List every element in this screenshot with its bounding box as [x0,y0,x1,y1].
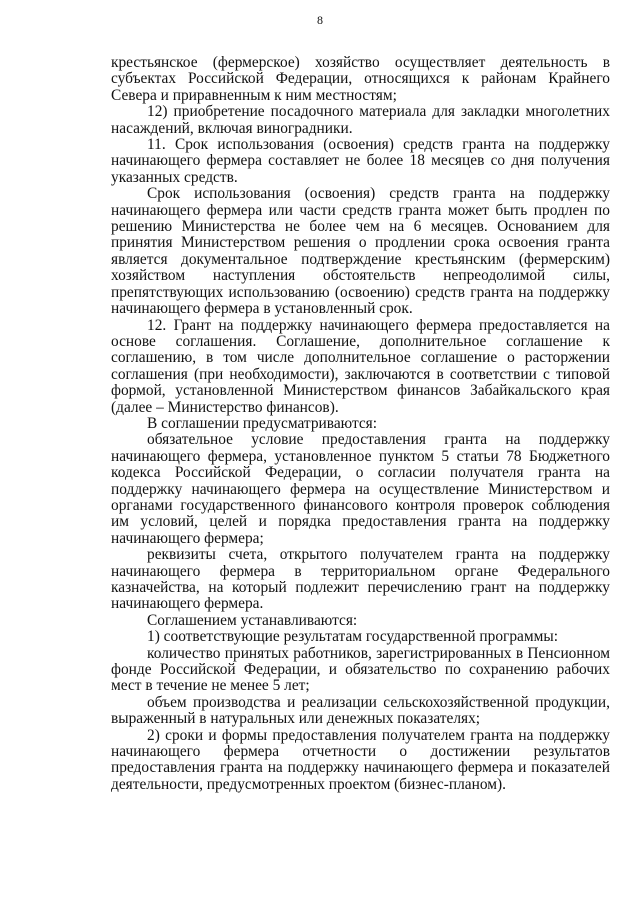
paragraph-clause-12: 12. Грант на поддержку начинающего фермера предоставляется на основе соглашения. Соглашение, дополнительное соглашение к соглашению, в том числе дополнительное соглашение о расторжении соглашения (при необходимости), заключаются в соответствии с типовой формой, установленной Министерством финансов Забайкальского края (далее – Министерство финансов). [111,316,610,416]
paragraph-clause-11: 11. Срок использования (освоения) средств гранта на поддержку начинающего фермера составляет не более 18 месяцев со дня получения указанных средств. [111,136,610,186]
paragraph-account-details: реквизиты счета, открытого получателем гранта на поддержку начинающего фермера в территориальном органе Федерального казначейства, на который подлежит перечислению грант на поддержку начинающего фермера. [111,546,610,613]
page-number: 8 [317,13,323,27]
paragraph-mandatory-condition: обязательное условие предоставления гранта на поддержку начинающего фермера, установленное пунктом 5 статьи 78 Бюджетного кодекса Российской Федерации, о согласии получателя гранта на поддержку начинающего фермера на осуществление Министерством и органами государственного финансового контроля проверок соблюдения им условий, целей и порядка предоставления гранта на поддержку начинающего фермера; [111,431,610,547]
paragraph-item-12: 12) приобретение посадочного материала для закладки многолетних насаждений, включая виноградники. [111,103,610,137]
paragraph-agreement-establishes: Соглашением устанавливаются: [147,611,358,629]
document-body [111,55,610,793]
paragraph-reporting: 2) сроки и формы предоставления получателем гранта на поддержку начинающего фермера отчетности о достижении результатов предоставления гранта на поддержку начинающего фермера и показателей деятельности, предусмотренных проектом (бизнес-планом). [111,726,610,793]
paragraph-employees: количество принятых работников, зарегистрированных в Пенсионном фонде Российской Федерации, и обязательство по сохранению рабочих мест в течение не менее 5 лет; [111,644,610,695]
paragraph-extension: Срок использования (освоения) средств гранта на поддержку начинающего фермера или части средств гранта может быть продлен по решению Министерства не более чем на 6 месяцев. Основанием для принятия Министерством решения о продлении срока освоения гранта является документальное подтверждение крестьянским (фермерским) хозяйством наступления обстоятельств непреодолимой силы, препятствующих использованию (освоению) средств гранта на поддержку начинающего фермера в установленный срок. [111,185,610,318]
paragraph-continuation: крестьянское (фермерское) хозяйство осуществляет деятельность в субъектах Российской Федерации, относящихся к районам Крайнего Севера и приравненным к ним местностям; [111,54,610,104]
paragraph-agreement-provisions: В соглашении предусматриваются: [147,414,378,432]
paragraph-production-volume: объем производства и реализации сельскохозяйственной продукции, выраженный в натуральных или денежных показателях; [111,693,610,728]
paragraph-results: 1) соответствующие результатам государственной программы: [147,628,558,646]
